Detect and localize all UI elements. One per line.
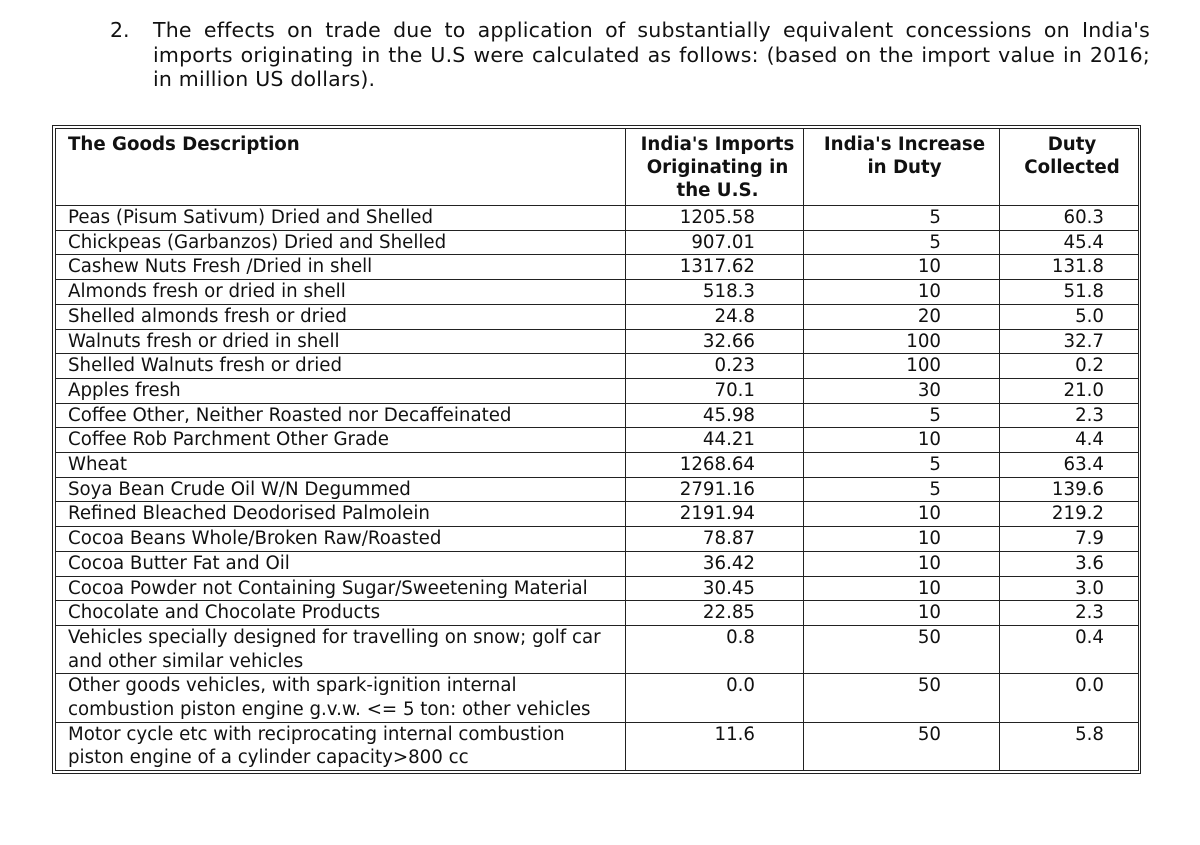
duty-increase-cell: 10 (804, 280, 1000, 305)
duty-increase-cell: 10 (804, 255, 1000, 280)
duty-collected-cell: 21.0 (1000, 378, 1139, 403)
imports-cell: 0.8 (626, 625, 804, 673)
goods-description-cell: Other goods vehicles, with spark-ignition internal combustion piston engine g.v.w. <= 5 ton: other vehicles (56, 674, 626, 722)
intro-paragraph (110, 18, 1150, 92)
table-row (56, 527, 1139, 552)
goods-description-cell: Wheat (56, 453, 626, 478)
duty-increase-cell: 10 (804, 502, 1000, 527)
goods-description-cell: Cocoa Butter Fat and Oil (56, 551, 626, 576)
imports-cell: 11.6 (626, 722, 804, 770)
header-imports: India's Imports Originating in the U.S. (626, 129, 804, 206)
imports-cell: 32.66 (626, 329, 804, 354)
table-row (56, 329, 1139, 354)
imports-cell: 518.3 (626, 280, 804, 305)
goods-description-cell: Soya Bean Crude Oil W/N Degummed (56, 477, 626, 502)
table-row (56, 354, 1139, 379)
imports-cell: 1317.62 (626, 255, 804, 280)
table-row (56, 502, 1139, 527)
duty-increase-cell: 5 (804, 206, 1000, 231)
trade-effects-table-frame (52, 125, 1141, 774)
duty-collected-cell: 7.9 (1000, 527, 1139, 552)
table-row (56, 477, 1139, 502)
goods-description-cell: Cocoa Beans Whole/Broken Raw/Roasted (56, 527, 626, 552)
duty-increase-cell: 20 (804, 304, 1000, 329)
table-row (56, 674, 1139, 722)
goods-description-cell: Coffee Other, Neither Roasted nor Decaffeinated (56, 403, 626, 428)
duty-collected-cell: 0.2 (1000, 354, 1139, 379)
imports-cell: 0.0 (626, 674, 804, 722)
table-header-row (56, 129, 1139, 206)
goods-description-cell: Peas (Pisum Sativum) Dried and Shelled (56, 206, 626, 231)
table-row (56, 206, 1139, 231)
duty-collected-cell: 60.3 (1000, 206, 1139, 231)
goods-description-cell: Apples fresh (56, 378, 626, 403)
table-row (56, 722, 1139, 770)
duty-collected-cell: 2.3 (1000, 601, 1139, 626)
imports-cell: 2191.94 (626, 502, 804, 527)
imports-cell: 0.23 (626, 354, 804, 379)
table-row (56, 551, 1139, 576)
paragraph-text: The effects on trade due to application of substantially equivalent concessions on India's imports originating in the U.S were calculated as follows: (based on the import value in 2016; in million US dollars). (153, 18, 1150, 91)
duty-increase-cell: 10 (804, 551, 1000, 576)
goods-description-cell: Motor cycle etc with reciprocating internal combustion piston engine of a cylinder capacity>800 cc (56, 722, 626, 770)
imports-cell: 30.45 (626, 576, 804, 601)
table-row (56, 280, 1139, 305)
duty-collected-cell: 63.4 (1000, 453, 1139, 478)
paragraph-number: 2. (110, 18, 130, 42)
imports-cell: 1268.64 (626, 453, 804, 478)
imports-cell: 1205.58 (626, 206, 804, 231)
duty-increase-cell: 50 (804, 625, 1000, 673)
goods-description-cell: Chickpeas (Garbanzos) Dried and Shelled (56, 230, 626, 255)
table-row (56, 453, 1139, 478)
duty-collected-cell: 3.6 (1000, 551, 1139, 576)
imports-cell: 44.21 (626, 428, 804, 453)
duty-increase-cell: 5 (804, 453, 1000, 478)
duty-collected-cell: 131.8 (1000, 255, 1139, 280)
goods-description-cell: Almonds fresh or dried in shell (56, 280, 626, 305)
table-row (56, 378, 1139, 403)
goods-description-cell: Chocolate and Chocolate Products (56, 601, 626, 626)
duty-increase-cell: 5 (804, 230, 1000, 255)
duty-increase-cell: 5 (804, 477, 1000, 502)
duty-collected-cell: 0.0 (1000, 674, 1139, 722)
table-row (56, 230, 1139, 255)
duty-collected-cell: 32.7 (1000, 329, 1139, 354)
duty-collected-cell: 5.0 (1000, 304, 1139, 329)
duty-increase-cell: 100 (804, 329, 1000, 354)
trade-effects-table (55, 128, 1139, 771)
duty-increase-cell: 50 (804, 674, 1000, 722)
duty-increase-cell: 10 (804, 527, 1000, 552)
duty-collected-cell: 0.4 (1000, 625, 1139, 673)
table-body (56, 206, 1139, 771)
goods-description-cell: Cocoa Powder not Containing Sugar/Sweetening Material (56, 576, 626, 601)
duty-collected-cell: 219.2 (1000, 502, 1139, 527)
imports-cell: 78.87 (626, 527, 804, 552)
imports-cell: 45.98 (626, 403, 804, 428)
duty-increase-cell: 10 (804, 576, 1000, 601)
table-row (56, 625, 1139, 673)
table-row (56, 601, 1139, 626)
table-row (56, 576, 1139, 601)
duty-collected-cell: 139.6 (1000, 477, 1139, 502)
imports-cell: 70.1 (626, 378, 804, 403)
goods-description-cell: Refined Bleached Deodorised Palmolein (56, 502, 626, 527)
imports-cell: 24.8 (626, 304, 804, 329)
imports-cell: 2791.16 (626, 477, 804, 502)
imports-cell: 36.42 (626, 551, 804, 576)
goods-description-cell: Vehicles specially designed for travelling on snow; golf car and other similar vehicles (56, 625, 626, 673)
duty-collected-cell: 2.3 (1000, 403, 1139, 428)
duty-collected-cell: 51.8 (1000, 280, 1139, 305)
header-increase-in-duty: India's Increase in Duty (804, 129, 1000, 206)
duty-collected-cell: 4.4 (1000, 428, 1139, 453)
duty-collected-cell: 5.8 (1000, 722, 1139, 770)
duty-increase-cell: 10 (804, 601, 1000, 626)
header-goods-description: The Goods Description (56, 129, 626, 206)
duty-increase-cell: 5 (804, 403, 1000, 428)
duty-increase-cell: 30 (804, 378, 1000, 403)
goods-description-cell: Walnuts fresh or dried in shell (56, 329, 626, 354)
table-row (56, 403, 1139, 428)
duty-collected-cell: 3.0 (1000, 576, 1139, 601)
imports-cell: 22.85 (626, 601, 804, 626)
goods-description-cell: Shelled almonds fresh or dried (56, 304, 626, 329)
duty-increase-cell: 100 (804, 354, 1000, 379)
duty-increase-cell: 50 (804, 722, 1000, 770)
imports-cell: 907.01 (626, 230, 804, 255)
goods-description-cell: Shelled Walnuts fresh or dried (56, 354, 626, 379)
goods-description-cell: Coffee Rob Parchment Other Grade (56, 428, 626, 453)
goods-description-cell: Cashew Nuts Fresh /Dried in shell (56, 255, 626, 280)
duty-collected-cell: 45.4 (1000, 230, 1139, 255)
table-row (56, 304, 1139, 329)
duty-increase-cell: 10 (804, 428, 1000, 453)
header-duty-collected: Duty Collected (1000, 129, 1139, 206)
table-row (56, 255, 1139, 280)
table-row (56, 428, 1139, 453)
